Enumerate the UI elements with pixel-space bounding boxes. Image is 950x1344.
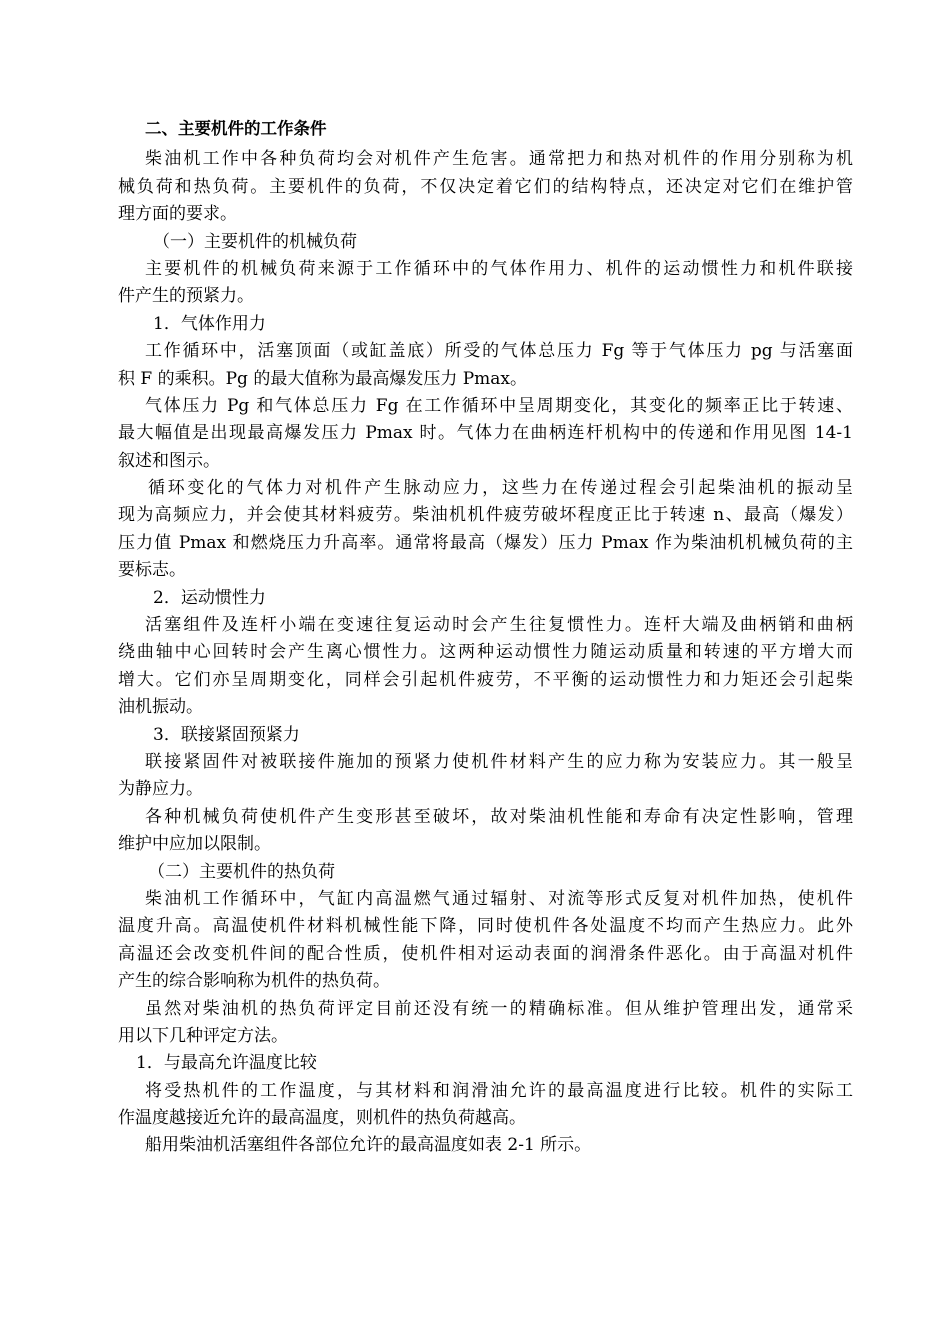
text-line: 各种机械负荷使机件产生变形甚至破坏，故对柴油机性能和寿命有决定性影响，管理 (145, 806, 853, 827)
paragraph-inertia-force (118, 612, 853, 722)
text-line: 工作循环中，活塞顶面（或缸盖底）所受的气体总压力 Fg 等于气体压力 pg 与活塞面 (145, 341, 853, 362)
paragraph-max-temp-1 (118, 1078, 853, 1133)
paragraph-preload-1 (118, 749, 853, 804)
text-line: 为静应力。 (118, 779, 203, 800)
paragraph-gas-force-2 (118, 393, 853, 475)
item-heading: 1．与最高允许温度比较 (136, 1053, 317, 1074)
text-line: 维护中应加以限制。 (118, 834, 271, 855)
text-line: 高温还会改变机件间的配合性质，使机件相对运动表面的润滑条件恶化。由于高温对机件 (118, 943, 853, 964)
text-line: 增大。它们亦呈周期变化，同样会引起机件疲劳，不平衡的运动惯性力和力矩还会引起柴 (118, 669, 853, 690)
paragraph-intro (118, 146, 853, 228)
text-line: 联接紧固件对被联接件施加的预紧力使机件材料产生的应力称为安装应力。其一般呈 (145, 751, 853, 772)
document-body (118, 115, 853, 1160)
paragraph-gas-force-1 (118, 338, 853, 393)
paragraph-preload-2 (118, 804, 853, 859)
text-line: 油机振动。 (118, 697, 203, 718)
text-line: 叙述和图示。 (118, 450, 220, 471)
text-line: 现为高频应力，并会使其材料疲劳。柴油机机件疲劳破坏程度正比于转速 n、最高（爆发） (118, 505, 853, 526)
paragraph-mechanical-intro (118, 256, 853, 311)
item-heading: 1．气体作用力 (153, 313, 266, 334)
text-line: 绕曲轴中心回转时会产生离心惯性力。这两种运动惯性力随运动质量和转速的平方增大而 (118, 642, 853, 663)
text-line: 件产生的预紧力。 (118, 286, 254, 307)
paragraph-gas-force-3 (118, 475, 853, 585)
text-line: 温度升高。高温使机件材料机械性能下降，同时使机件各处温度不均而产生热应力。此外 (118, 916, 853, 937)
text-line: 作温度越接近允许的最高温度，则机件的热负荷越高。 (118, 1108, 526, 1129)
subsection-heading: （一）主要机件的机械负荷 (153, 231, 357, 252)
section-title: 二、主要机件的工作条件 (145, 119, 327, 138)
text-line: 要标志。 (118, 560, 186, 581)
text-line: 循环变化的气体力对机件产生脉动应力，这些力在传递过程会引起柴油机的振动呈 (148, 478, 853, 499)
item-heading: 2．运动惯性力 (153, 587, 266, 608)
text-line: 产生的综合影响称为机件的热负荷。 (118, 971, 390, 992)
text-line: 理方面的要求。 (118, 204, 237, 225)
text-line: 用以下几种评定方法。 (118, 1025, 288, 1046)
paragraph-max-temp-2 (118, 1132, 853, 1159)
paragraph-thermal-evaluation (118, 996, 853, 1051)
subsection-heading: （二）主要机件的热负荷 (148, 861, 335, 882)
text-line: 活塞组件及连杆小端在变速往复运动时会产生往复惯性力。连杆大端及曲柄销和曲柄 (145, 615, 853, 636)
text-line: 柴油机工作中各种负荷均会对机件产生危害。通常把力和热对机件的作用分别称为机 (145, 149, 853, 170)
text-line: 柴油机工作循环中，气缸内高温燃气通过辐射、对流等形式反复对机件加热，使机件 (145, 888, 853, 909)
text-line: 最大幅值是出现最高爆发压力 Pmax 时。气体力在曲柄连杆机构中的传递和作用见图 14-1 (118, 423, 853, 444)
text-line: 主要机件的机械负荷来源于工作循环中的气体作用力、机件的运动惯性力和机件联接 (145, 258, 853, 279)
item-heading: 3．联接紧固预紧力 (153, 724, 300, 745)
text-line: 虽然对柴油机的热负荷评定目前还没有统一的精确标准。但从维护管理出发，通常采 (145, 998, 853, 1019)
text-line: 械负荷和热负荷。主要机件的负荷，不仅决定着它们的结构特点，还决定对它们在维护管 (118, 176, 853, 197)
text-line: 将受热机件的工作温度，与其材料和润滑油允许的最高温度进行比较。机件的实际工 (145, 1080, 853, 1101)
text-line: 船用柴油机活塞组件各部位允许的最高温度如表 2-1 所示。 (145, 1135, 592, 1156)
paragraph-thermal-intro (118, 886, 853, 996)
text-line: 积 F 的乘积。Pg 的最大值称为最高爆发压力 Pmax。 (118, 368, 528, 389)
text-line: 压力值 Pmax 和燃烧压力升高率。通常将最高（爆发）压力 Pmax 作为柴油机机械负荷的主 (118, 532, 853, 553)
text-line: 气体压力 Pg 和气体总压力 Fg 在工作循环中呈周期变化，其变化的频率正比于转速、 (145, 395, 853, 416)
